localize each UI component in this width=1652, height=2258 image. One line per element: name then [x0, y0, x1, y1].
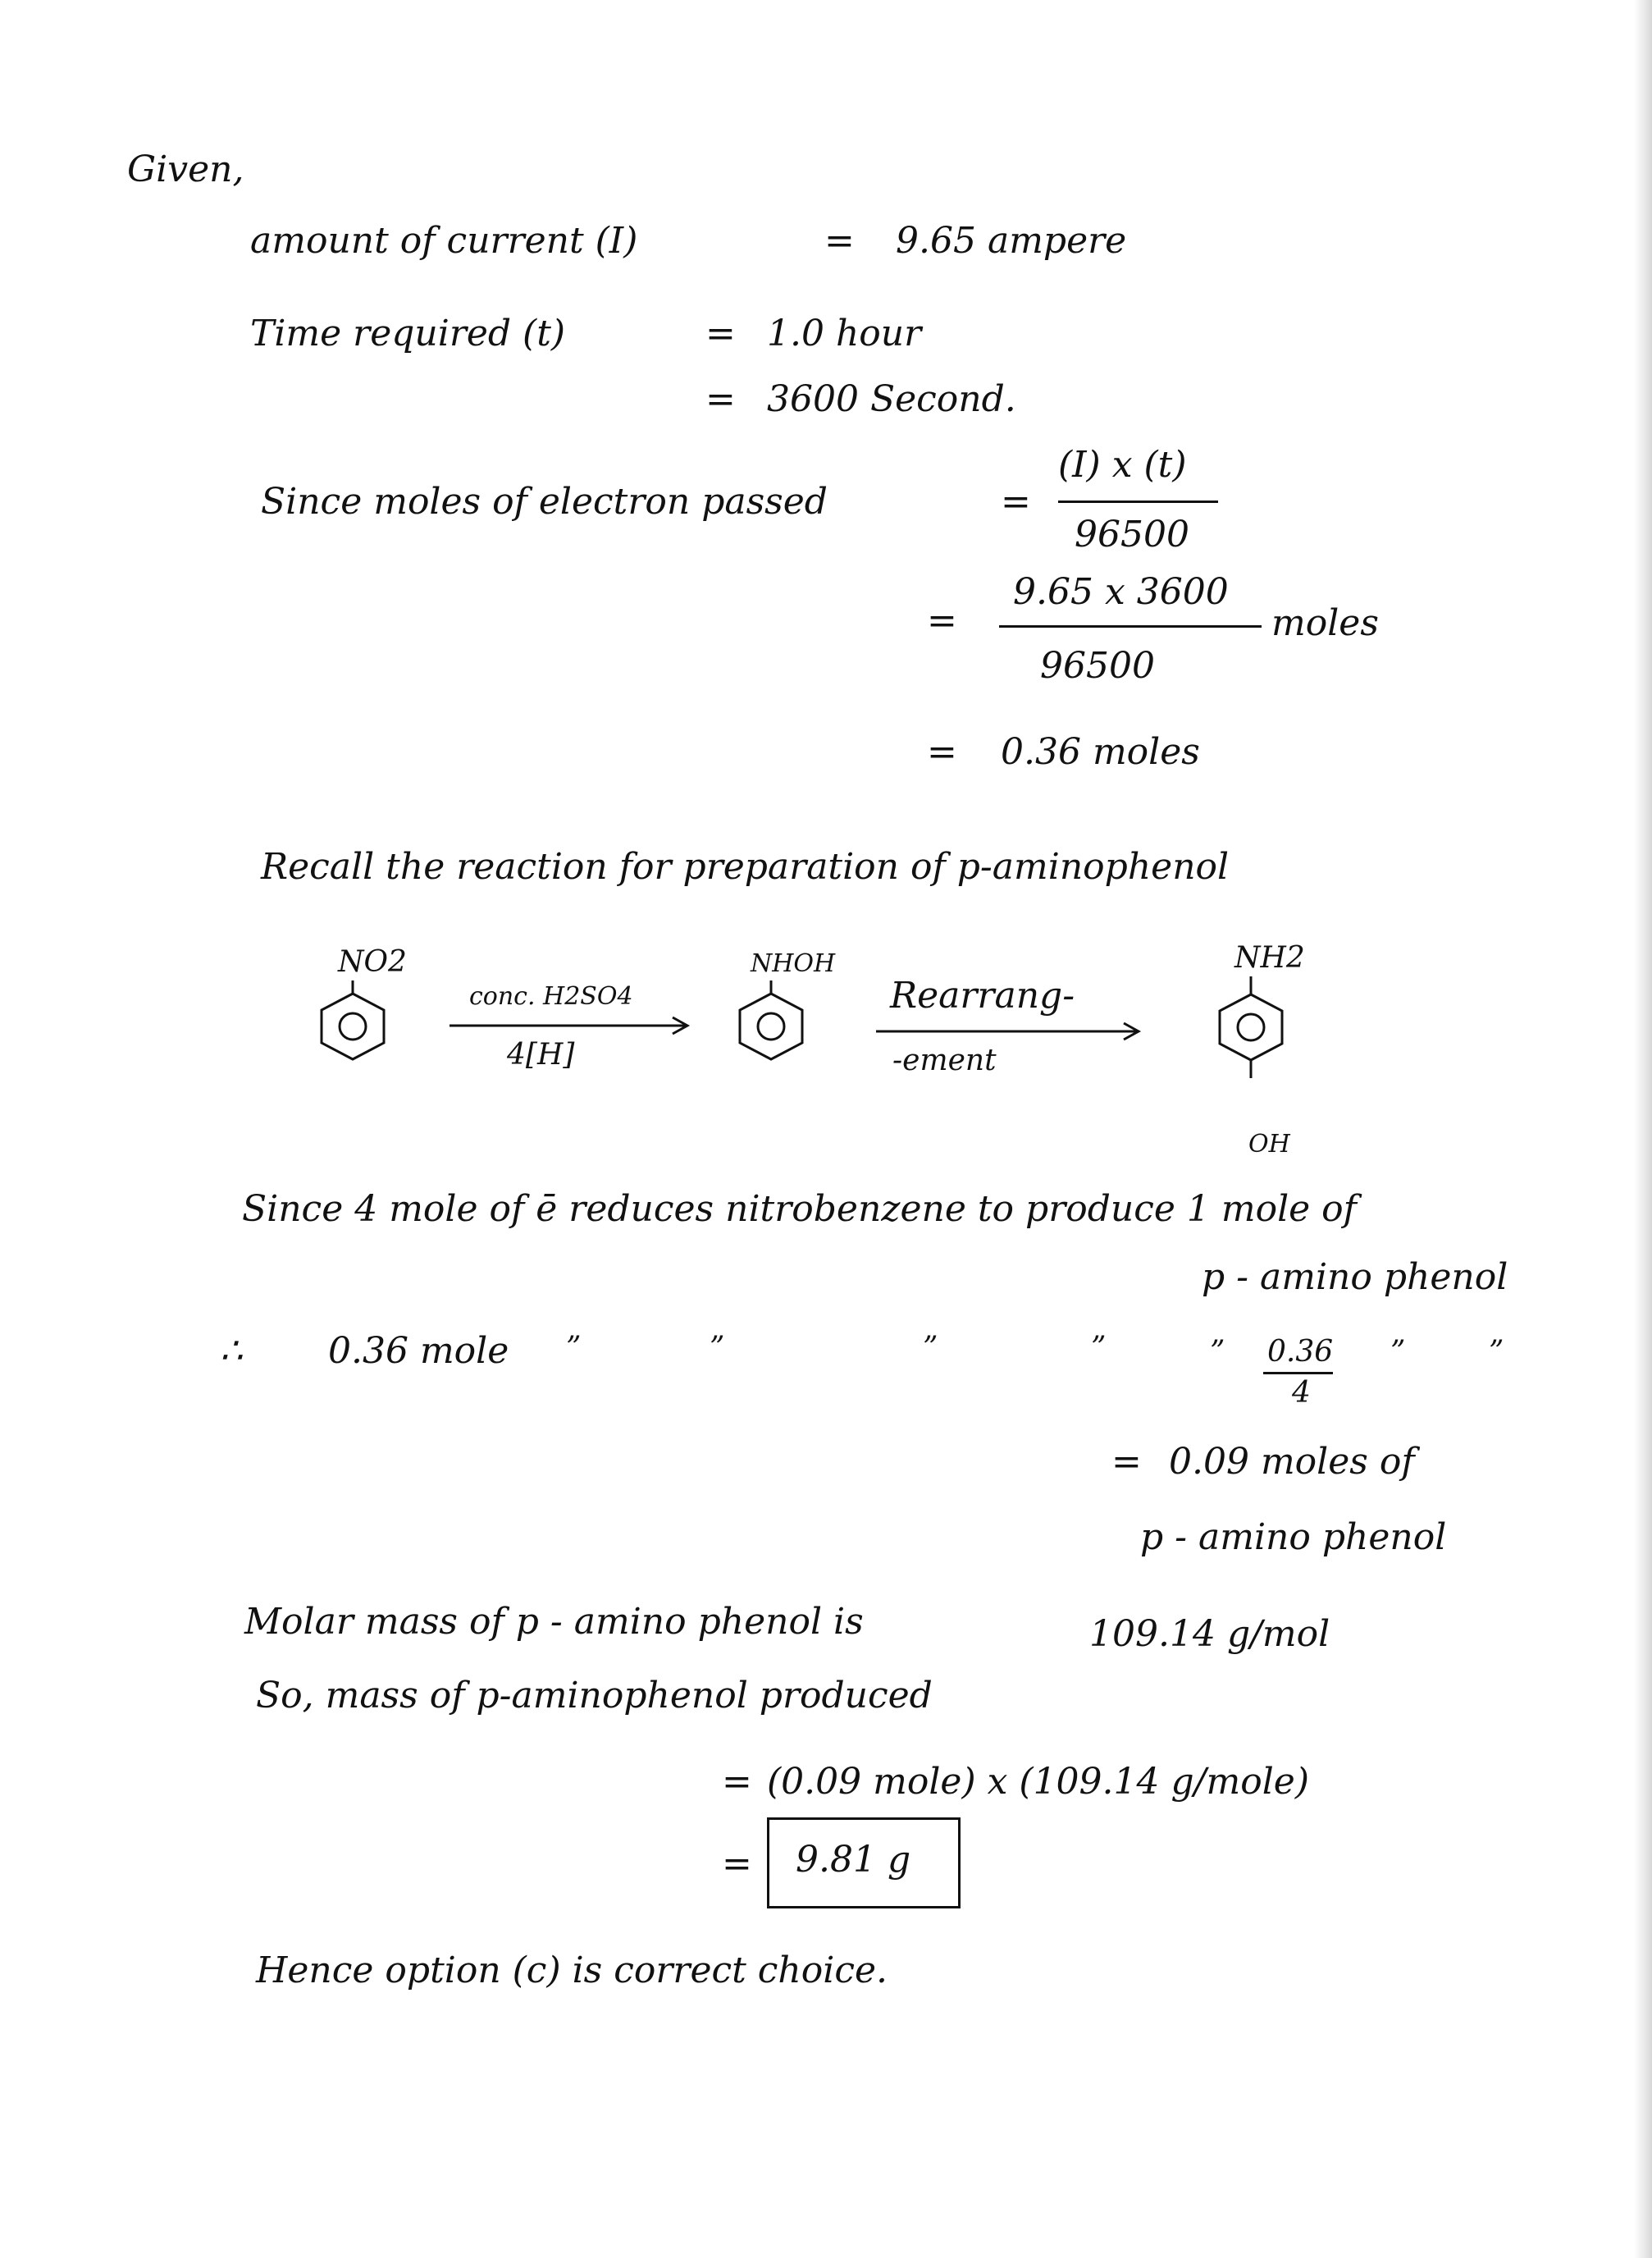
molar-mass-value: 109.14 g/mol: [1089, 1613, 1330, 1655]
moles-electron-result: 0.36 moles: [1001, 731, 1200, 773]
time-seconds: 3600 Second.: [767, 378, 1016, 420]
current-value: 9.65 ampere: [896, 220, 1127, 262]
fraction-denominator-formula: 96500: [1075, 514, 1189, 555]
mass-answer: 9.81 g: [796, 1839, 911, 1881]
stoichiometry-result-line-1: 0.09 moles of: [1169, 1441, 1415, 1483]
mass-calculation: (0.09 mole) x (109.14 g/mole): [767, 1761, 1309, 1803]
fraction-numerator-formula: (I) x (t): [1058, 444, 1187, 486]
mass-eq2: =: [722, 1843, 752, 1885]
product-bottom-group: OH: [1248, 1130, 1290, 1159]
ditto-mark-6: ”: [1390, 1335, 1406, 1369]
conclusion-text: Hence option (c) is correct choice.: [256, 1949, 888, 1991]
reagent-bottom: 4[H]: [507, 1038, 575, 1072]
time-equals-2: =: [705, 378, 736, 420]
reactant-group: NO2: [338, 945, 407, 979]
intermediate-group: NHOH: [751, 949, 836, 978]
stoichiometry-line-1-cont: p - amino phenol: [1202, 1256, 1508, 1298]
mass-so-text: So, mass of p-aminophenol produced: [256, 1675, 933, 1716]
stoichiometry-line-1: Since 4 mole of ē reduces nitrobenzene to produce 1 mole of: [242, 1188, 1357, 1230]
moles-electron-label: Since moles of electron passed: [261, 481, 828, 523]
benzene-ring-reactant: [312, 980, 394, 1071]
fraction-denominator-values: 96500: [1040, 645, 1155, 687]
reagent-top: conc. H2SO4: [469, 982, 633, 1011]
molar-mass-text: Molar mass of p - amino phenol is: [244, 1601, 864, 1643]
current-label: amount of current (I): [250, 220, 638, 262]
product-top-group: NH2: [1234, 941, 1305, 975]
moles-electron-eq2: =: [927, 600, 957, 642]
rearrangement-bottom: -ement: [892, 1044, 997, 1077]
moles-unit: moles: [1271, 602, 1379, 644]
reaction-arrow-1: [450, 1016, 696, 1035]
ditto-mark-7: ”: [1489, 1335, 1504, 1369]
page-edge-shadow: [1634, 0, 1652, 2258]
stoichiometry-result-eq: =: [1111, 1441, 1142, 1483]
fraction-bar-1: [1058, 501, 1218, 503]
reaction-intro: Recall the reaction for preparation of p-aminophenol: [261, 846, 1230, 888]
moles-electron-eq1: =: [1001, 481, 1031, 523]
given-heading: Given,: [127, 149, 244, 190]
ditto-mark-3: ”: [923, 1331, 938, 1364]
stoichiometry-line-2-start: 0.36 mole: [328, 1330, 509, 1372]
fraction-denominator-4: 4: [1292, 1376, 1311, 1410]
therefore-symbol: ∴: [220, 1330, 243, 1372]
time-value: 1.0 hour: [767, 313, 922, 354]
time-equals: =: [705, 313, 736, 354]
mass-eq1: =: [722, 1761, 752, 1803]
fraction-numerator-values: 9.65 x 3600: [1013, 571, 1229, 613]
ditto-mark-4: ”: [1091, 1331, 1107, 1364]
reaction-arrow-2: [876, 1022, 1147, 1041]
stoichiometry-result-line-2: p - amino phenol: [1140, 1516, 1447, 1558]
ditto-mark-5: ”: [1210, 1335, 1225, 1369]
moles-electron-eq3: =: [927, 731, 957, 773]
fraction-bar-3: [1263, 1372, 1333, 1374]
time-label: Time required (t): [250, 313, 566, 354]
rearrangement-top: Rearrang-: [890, 975, 1075, 1017]
ditto-mark-2: ”: [710, 1331, 725, 1364]
benzene-ring-product: [1210, 976, 1292, 1132]
ditto-mark-1: ”: [566, 1331, 582, 1364]
fraction-numerator-036: 0.36: [1267, 1335, 1334, 1369]
current-equals: =: [824, 220, 855, 262]
fraction-bar-2: [999, 625, 1262, 628]
benzene-ring-intermediate: [730, 980, 812, 1071]
